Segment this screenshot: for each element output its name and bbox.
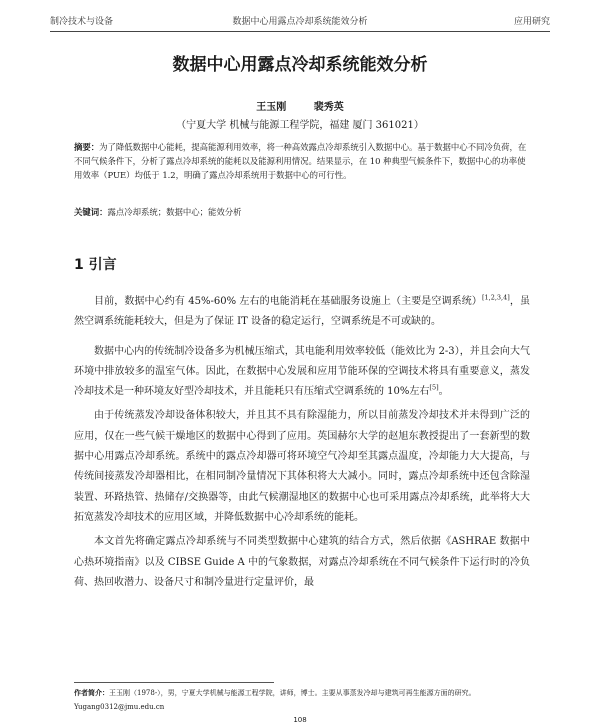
footnote <box>74 686 530 714</box>
header-left: 制冷技术与设备 <box>50 17 114 27</box>
body-text <box>74 292 530 597</box>
abstract <box>74 140 530 182</box>
paragraph-text: 数据中心内的传统制冷设备多为机械压缩式，其电能利用效率较低（能效比为 2-3），并且会向大气环境中排放较多的温室气体。因此，在数据中心发展和应用节能环保的空调技术将具有重要意义，蒸发冷却技术是一种环境友好型冷却技术，并且能耗只有压缩式空调系统的 10%左右 <box>74 345 530 398</box>
paragraph: 本文首先将确定露点冷却系统与不同类型数据中心建筑的结合方式，然后依据《ASHRAE 数据中心热环境指南》以及 CIBSE Guide A 中的气象数据，对露点冷却系统在不同气候条件下运行时的冷负荷、热回收潜力、设备尺寸和制冷量进行定量评价，最 <box>74 536 530 588</box>
citation: [5] <box>429 383 439 392</box>
authors <box>0 98 600 113</box>
header-right: 应用研究 <box>513 17 550 27</box>
affiliation: （宁夏大学 机械与能源工程学院，福建 厦门 361021） <box>176 120 424 131</box>
header-rule <box>50 31 550 32</box>
paragraph-text: 。 <box>438 386 449 398</box>
footnote-rule <box>74 682 274 683</box>
paper-title: 数据中心用露点冷却系统能效分析 <box>172 55 428 75</box>
keywords <box>74 206 530 218</box>
paragraph: 由于传统蒸发冷却设备体积较大，并且其不具有除湿能力，所以目前蒸发冷却技术并未得到广泛的应用，仅在一些气候干燥地区的数据中心得到了应用。英国赫尔大学的赵旭东教授提出了一套新型的数据中心用露点冷却系统。系统中的露点冷却器可将环境空气冷却至其露点温度，冷却能力大大提高，与传统间接蒸发冷却器相比，在相同制冷量情况下其体积将大大减小。同时，露点冷却系统中还包含除湿装置、环路热管、热储存/交换器等，由此气候潮湿地区的数据中心也可采用露点冷却系统，此举将大大拓宽蒸发冷却技术的应用区域，并降低数据中心冷却系统的能耗。 <box>74 410 530 523</box>
section-heading: 1 引言 <box>74 257 117 273</box>
header-center: 数据中心用露点冷却系统能效分析 <box>232 17 368 27</box>
paragraph-text: ，虽然空调系统能耗较大，但是为了保证 IT 设备的稳定运行，空调系统是不可或缺的。 <box>74 296 530 328</box>
citation: [1,2,3,4] <box>481 293 510 302</box>
footnote-label: 作者简介： <box>74 688 109 697</box>
keywords-label: 关键词： <box>74 207 108 217</box>
keywords-text: 露点冷却系统；数据中心；能效分析 <box>107 207 242 217</box>
running-header <box>0 14 600 28</box>
abstract-text: 为了降低数据中心能耗，提高能源利用效率，将一种高效露点冷却系统引入数据中心。基于数据中心不同冷负荷，在不同气候条件下，分析了露点冷却系统的能耗以及能源利用情况。结果显示，在 10 种典型气候条件下，数据中心的功率使用效率（PUE）均低于 1.2，明确了露点冷却系统用于数据中心的可行性。 <box>74 142 527 180</box>
paragraph <box>74 342 530 403</box>
author-name: 王玉刚 <box>256 102 287 113</box>
page-number: 108 <box>293 716 307 724</box>
abstract-label: 摘要： <box>74 142 100 152</box>
paragraph-text: 目前，数据中心约有 45%-60% 左右的电能消耗在基础服务设施上（主要是空调系统） <box>94 296 482 307</box>
author-name: 裴秀英 <box>313 102 344 113</box>
footnote-text: 王玉刚（1978-），男，宁夏大学机械与能源工程学院，讲师，博士。主要从事蒸发冷却与建筑可再生能源方面的研究。Yugang0312@jmu.edu.cn <box>74 689 476 711</box>
paragraph <box>74 292 530 333</box>
